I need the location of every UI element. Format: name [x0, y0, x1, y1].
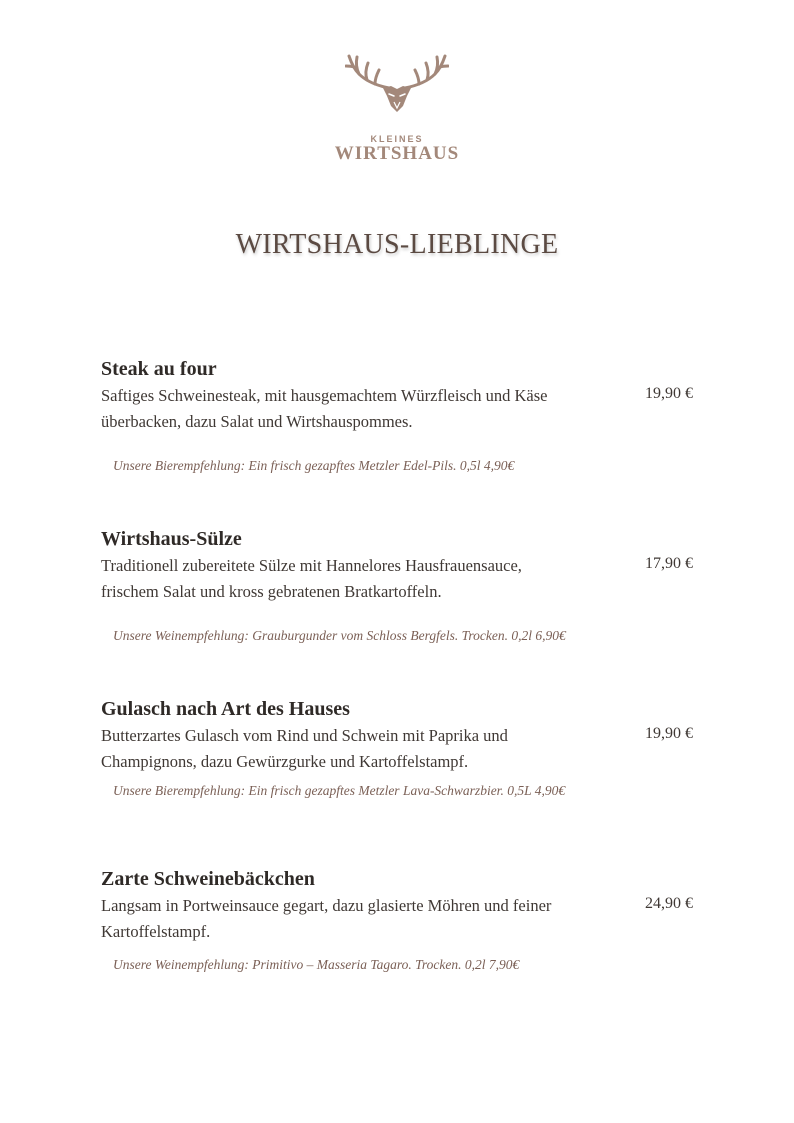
dish-price: 19,90 €	[645, 385, 693, 402]
brand-name: WIRTSHAUS	[334, 143, 460, 164]
dish-name: Zarte Schweinebäckchen	[101, 868, 315, 890]
dish-price: 17,90 €	[645, 555, 693, 572]
menu-item	[101, 356, 701, 474]
brand-name-small: KLEINES	[370, 134, 424, 144]
dish-description: Traditionell zubereitete Sülze mit Hannelores Hausfrauensauce, frischem Salat und kross gebratenen Bratkartoffeln.	[101, 556, 522, 601]
drink-recommendation: Unsere Bierempfehlung: Ein frisch gezapftes Metzler Edel-Pils. 0,5l 4,90€	[113, 458, 515, 473]
dish-price: 24,90 €	[645, 895, 693, 912]
brand-logo	[0, 52, 794, 164]
drink-recommendation: Unsere Bierempfehlung: Ein frisch gezapftes Metzler Lava-Schwarzbier. 0,5L 4,90€	[113, 783, 566, 798]
stag-antlers-icon	[345, 52, 449, 114]
menu-item	[101, 696, 701, 799]
menu-item	[101, 866, 701, 973]
page-title: WIRTSHAUS-LIEBLINGE	[235, 229, 559, 260]
menu-item	[101, 526, 701, 644]
drink-recommendation: Unsere Weinempfehlung: Primitivo – Masseria Tagaro. Trocken. 0,2l 7,90€	[113, 957, 520, 972]
dish-description: Saftiges Schweinesteak, mit hausgemachtem Würzfleisch und Käse überbacken, dazu Salat und Wirtshauspommes.	[101, 386, 548, 431]
dish-price: 19,90 €	[645, 725, 693, 742]
drink-recommendation: Unsere Weinempfehlung: Grauburgunder vom Schloss Bergfels. Trocken. 0,2l 6,90€	[113, 628, 566, 643]
dish-name: Steak au four	[101, 358, 217, 380]
dish-description: Langsam in Portweinsauce gegart, dazu glasierte Möhren und feiner Kartoffelstampf.	[101, 896, 552, 941]
dish-name: Gulasch nach Art des Hauses	[101, 698, 350, 720]
dish-name: Wirtshaus-Sülze	[101, 528, 242, 550]
dish-description: Butterzartes Gulasch vom Rind und Schwein mit Paprika und Champignons, dazu Gewürzgurke und Kartoffelstampf.	[101, 726, 508, 771]
